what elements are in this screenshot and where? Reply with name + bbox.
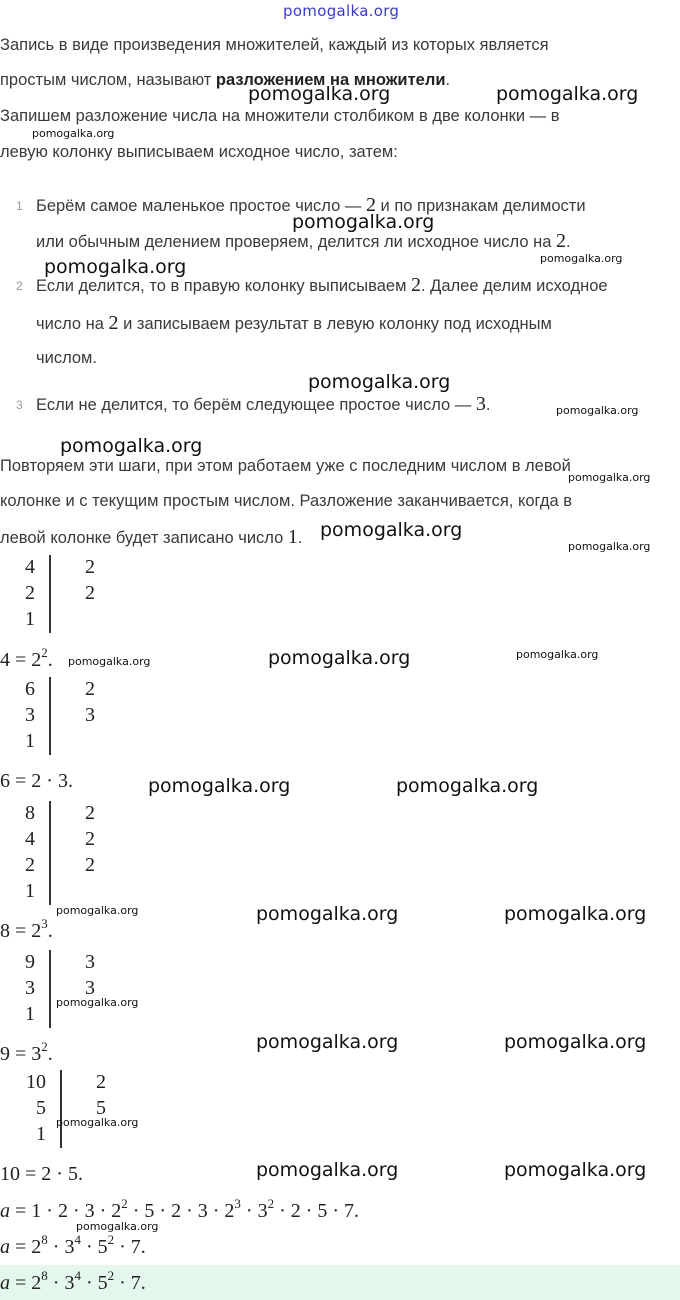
watermark: pomogalka.org <box>568 540 651 553</box>
watermark: pomogalka.org <box>56 1116 139 1129</box>
outro-line-3: левой колонке будет записано число 1. <box>0 526 303 548</box>
right-cell: 2 <box>85 678 95 700</box>
intro-line-4: левую колонку выписываем исходное число, затем: <box>0 143 398 161</box>
right-cell: 3 <box>85 977 95 999</box>
watermark: pomogalka.org <box>68 655 151 668</box>
step-1-line-2: или обычным делением проверяем, делится ли исходное число на 2. <box>36 230 571 252</box>
left-cell: 1 <box>36 1123 46 1145</box>
final-line-2: $a = 2^8 \cdot 3^4 \cdot 5^2 \cdot 7$. <box>0 1232 146 1258</box>
final-answer: $a = 2^8 \cdot 3^4 \cdot 5^2 \cdot 7$. <box>0 1268 146 1294</box>
left-cell: 3 <box>25 977 35 999</box>
watermark: pomogalka.org <box>568 471 651 484</box>
left-cell: 2 <box>25 854 35 876</box>
intro-line-2: простым числом, называют разложением на множители. <box>0 71 451 89</box>
step-1-line-1: Берём самое маленькое простое число — 2 и по признакам делимости <box>36 194 586 216</box>
step-number-1: 1 <box>16 199 23 213</box>
right-cell: 3 <box>85 951 95 973</box>
left-cell: 6 <box>25 678 35 700</box>
watermark: pomogalka.org <box>516 648 599 661</box>
right-cell: 5 <box>96 1097 106 1119</box>
left-cell: 4 <box>25 828 35 850</box>
result-6: 6 = 2 · 3. <box>0 770 73 792</box>
step-number-2: 2 <box>16 279 23 293</box>
watermark: pomogalka.org <box>504 1031 647 1053</box>
left-cell: 5 <box>36 1097 46 1119</box>
right-cell: 2 <box>85 582 95 604</box>
right-cell: 2 <box>85 802 95 824</box>
watermark: pomogalka.org <box>256 903 399 925</box>
left-cell: 1 <box>25 880 35 902</box>
watermark: pomogalka.org <box>292 211 435 233</box>
right-cell: 2 <box>85 556 95 578</box>
watermark: pomogalka.org <box>76 1220 159 1233</box>
left-cell: 4 <box>25 556 35 578</box>
watermark: pomogalka.org <box>268 647 411 669</box>
right-cell: 2 <box>85 828 95 850</box>
result-9: $9 = 3^2$. <box>0 1039 53 1065</box>
outro-line-1: Повторяем эти шаги, при этом работаем уже с последним числом в левой <box>0 457 571 475</box>
watermark: pomogalka.org <box>308 371 451 393</box>
step-2-line-1: Если делится, то в правую колонку выписываем 2. Далее делим исходное <box>36 274 608 296</box>
left-cell: 3 <box>25 704 35 726</box>
watermark: pomogalka.org <box>60 435 203 457</box>
watermark: pomogalka.org <box>496 83 639 105</box>
watermark: pomogalka.org <box>256 1159 399 1181</box>
watermark: pomogalka.org <box>56 904 139 917</box>
watermark: pomogalka.org <box>148 775 291 797</box>
left-cell: 10 <box>26 1071 46 1093</box>
watermark: pomogalka.org <box>540 252 623 265</box>
outro-line-2: колонке и с текущим простым числом. Разложение заканчивается, когда в <box>0 492 572 510</box>
watermark: pomogalka.org <box>556 404 639 417</box>
watermark: pomogalka.org <box>44 256 187 278</box>
left-cell: 2 <box>25 582 35 604</box>
intro-line-1: Запись в виде произведения множителей, каждый из которых является <box>0 36 549 54</box>
watermark: pomogalka.org <box>504 903 647 925</box>
watermark: pomogalka.org <box>396 775 539 797</box>
left-cell: 1 <box>25 608 35 630</box>
right-cell: 3 <box>85 704 95 726</box>
left-cell: 1 <box>25 730 35 752</box>
watermark: pomogalka.org <box>504 1159 647 1181</box>
final-line-1: $a = 1 \cdot 2 \cdot 3 \cdot 2^2 \cdot 5 \cdot 2 \cdot 3 \cdot 2^3 \cdot 3^2 \cdot 2 \cdot 5 \cdot 7$. <box>0 1196 360 1222</box>
watermark: pomogalka.org <box>256 1031 399 1053</box>
watermark: pomogalka.org <box>320 519 463 541</box>
watermark: pomogalka.org <box>56 996 139 1009</box>
step-2-line-3: числом. <box>36 349 97 367</box>
step-2-line-2: число на 2 и записываем результат в левую колонку под исходным <box>36 312 552 334</box>
result-8: $8 = 2^3$. <box>0 916 53 942</box>
step-3-line-1: Если не делится, то берём следующее простое число — 3. <box>36 393 491 415</box>
watermark: pomogalka.org <box>32 127 115 140</box>
answer-highlight <box>0 1265 680 1300</box>
term-bold: разложением на множители <box>215 71 446 89</box>
step-number-3: 3 <box>16 398 23 412</box>
left-cell: 8 <box>25 802 35 824</box>
result-4: $4 = 2^2$. <box>0 645 53 671</box>
intro-line-3: Запишем разложение числа на множители столбиком в две колонки — в <box>0 107 560 125</box>
watermark-top: pomogalka.org <box>283 2 400 20</box>
right-cell: 2 <box>85 854 95 876</box>
left-cell: 1 <box>25 1003 35 1025</box>
watermark: pomogalka.org <box>248 83 391 105</box>
left-cell: 9 <box>25 951 35 973</box>
result-10: 10 = 2 · 5. <box>0 1163 83 1185</box>
right-cell: 2 <box>96 1071 106 1093</box>
